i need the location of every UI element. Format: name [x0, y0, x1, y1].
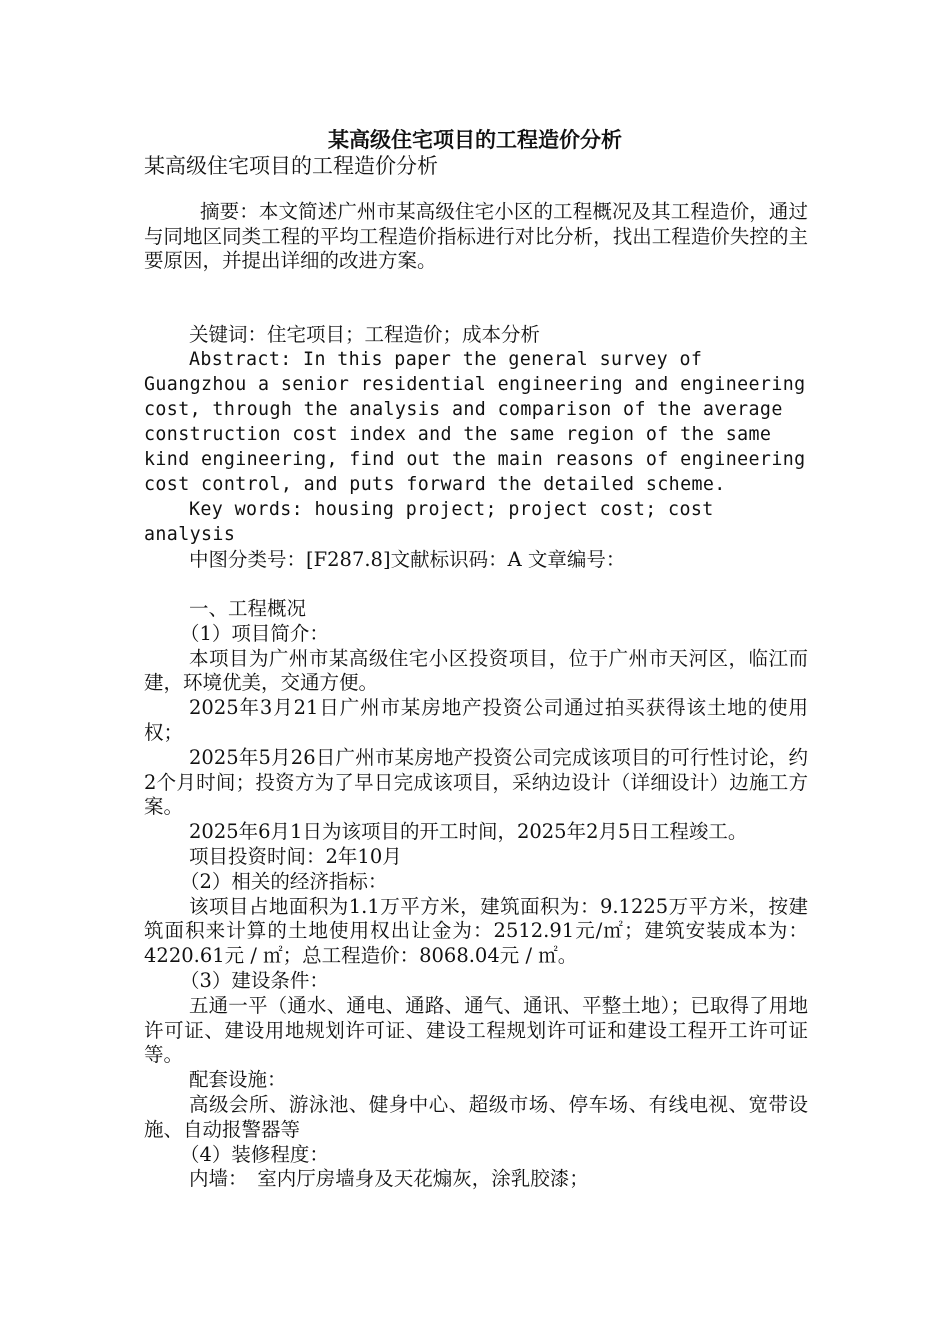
body-paragraph: 内墙： 室内厅房墙身及天花煽灰，涂乳胶漆； [189, 1167, 589, 1191]
subsection-heading: （3）建设条件： [180, 968, 329, 992]
body-paragraph: 本项目为广州市某高级住宅小区投资项目，位于广州市天河区，临江而建，环境优美，交通方便。 [144, 646, 808, 695]
classification-line: 中图分类号：[F287.8]文献标识码：A 文章编号： [189, 548, 626, 571]
section-heading: 一、工程概况 [189, 597, 307, 620]
body-paragraph: 配套设施： [189, 1068, 287, 1092]
abstract-chinese: 摘要：本文简述广州市某高级住宅小区的工程概况及其工程造价，通过与同地区同类工程的平均工程造价指标进行对比分析，找出工程造价失控的主要原因，并提出详细的改进方案。 [144, 200, 808, 273]
keywords-english: Key words: housing project; project cost; cost analysis [144, 499, 714, 545]
body-paragraph: 2025年6月1日为该项目的开工时间，2025年2月5日工程竣工。 [189, 820, 748, 844]
body-paragraph: 高级会所、游泳池、健身中心、超级市场、停车场、有线电视、宽带设施、自动报警器等 [144, 1092, 808, 1141]
body-paragraph: 2025年5月26日广州市某房地产投资公司完成该项目的可行性讨论，约2个月时间；投资方为了早日完成该项目，采纳边设计（详细设计）边施工方案。 [144, 745, 808, 819]
document-subtitle: 某高级住宅项目的工程造价分析 [144, 154, 438, 178]
body-paragraph: 五通一平（通水、通电、通路、通气、通讯、平整土地）；已取得了用地许可证、建设用地规划许可证、建设工程规划许可证和建设工程开工许可证等。 [144, 993, 808, 1067]
body-paragraph: 该项目占地面积为1.1万平方米，建筑面积为：9.1225万平方米，按建筑面积来计算的土地使用权出让金为：2512.91元/㎡；建筑安装成本为：4220.61元 / ㎡；总工程造价：8068.04元 / ㎡。 [144, 894, 808, 968]
document-body [144, 597, 808, 1192]
subsection-heading: （1）项目简介： [180, 621, 329, 645]
abstract-english: Abstract: In this paper the general survey of Guangzhou a senior residential engineering and engineering cost, through the analysis and comparison of the average construction cost index and the same region of the same kind engineering, find out the main reasons of engineering cost control, and puts forward the detailed scheme. [144, 349, 806, 495]
body-paragraph: 项目投资时间：2年10月 [189, 844, 402, 868]
keywords-chinese: 关键词：住宅项目；工程造价；成本分析 [189, 323, 541, 346]
body-paragraph: 2025年3月21日广州市某房地产投资公司通过拍买获得该土地的使用权； [144, 696, 808, 744]
document-title: 某高级住宅项目的工程造价分析 [328, 127, 622, 152]
subsection-heading: （2）相关的经济指标： [180, 869, 388, 893]
subsection-heading: （4）装修程度： [180, 1142, 329, 1166]
